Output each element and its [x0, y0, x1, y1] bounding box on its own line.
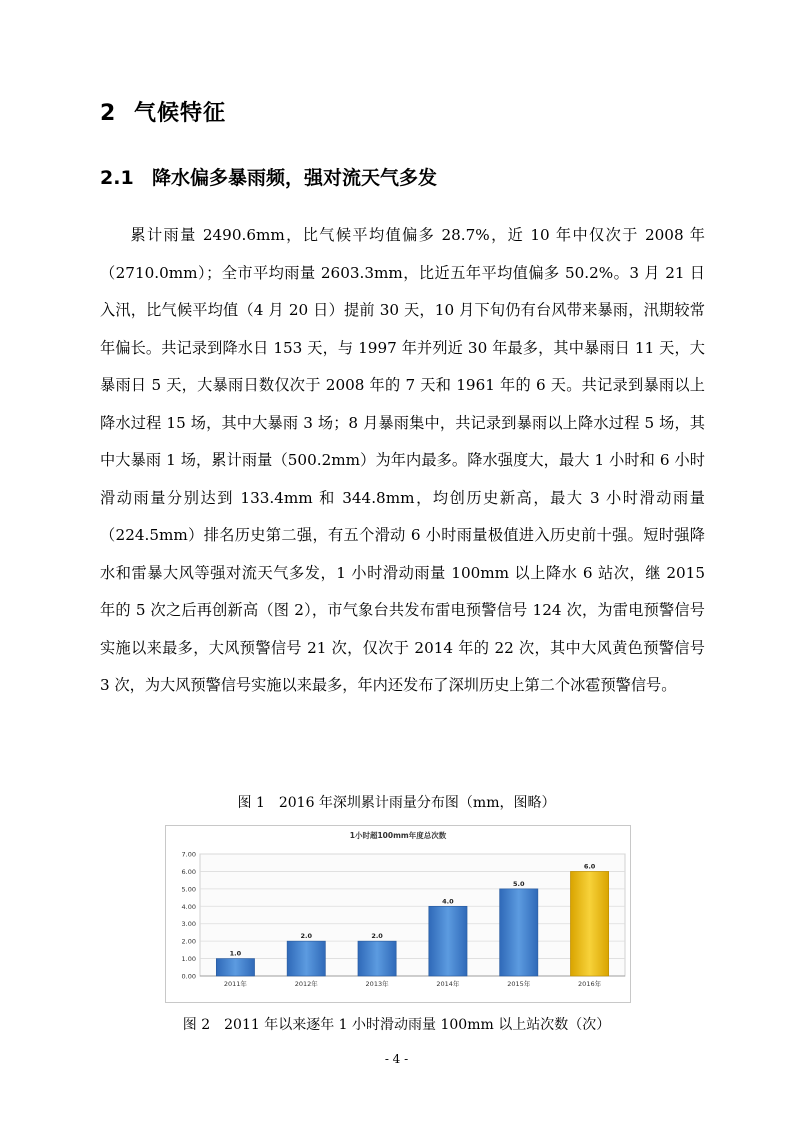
bar-value-label: 4.0: [442, 897, 454, 906]
y-tick-label: 1.00: [181, 955, 196, 964]
x-tick-label: 2013年: [365, 980, 389, 988]
y-tick-label: 4.00: [181, 902, 196, 911]
bar: [429, 906, 467, 976]
bar-chart: [165, 825, 631, 1003]
bar-value-label: 5.0: [512, 879, 525, 888]
body-paragraph: 累计雨量 2490.6mm，比气候平均值偏多 28.7%，近 10 年中仅次于 2008 年（2710.0mm）；全市平均雨量 2603.3mm，比近五年平均值偏多 50.2%。3 月 21 日入汛，比气候平均值（4 月 20 日）提前 30 天，10 月下旬仍有台风带来暴雨，汛期较常年偏长。共记录到降水日 153 天，与 1997 年并列近 30 年最多，其中暴雨日 11 天，大暴雨日 5 天，大暴雨日数仅次于 2008 年的 7 天和 1961 年的 6 天。共记录到暴雨以上降水过程 15 场，其中大暴雨 3 场；8 月暴雨集中，共记录到暴雨以上降水过程 5 场，其中大暴雨 1 场，累计雨量（500.2mm）为年内最多。降水强度大，最大 1 小时和 6 小时滑动雨量分别达到 133.4mm 和 344.8mm，均创历史新高，最大 3 小时滑动雨量（224.5mm）排名历史第二强，有五个滑动 6 小时雨量极值进入历史前十强。短时强降水和雷暴大风等强对流天气多发，1 小时滑动雨量 100mm 以上降水 6 站次，继 2015 年的 5 次之后再创新高（图 2），市气象台共发布雷电预警信号 124 次，为雷电预警信号实施以来最多，大风预警信号 21 次，仅次于 2014 年的 22 次，其中大风黄色预警信号 3 次，为大风预警信号实施以来最多，年内还发布了深圳历史上第二个冰雹预警信号。: [100, 226, 705, 694]
y-tick-label: 5.00: [181, 885, 196, 894]
page-number: - 4 -: [384, 1052, 409, 1066]
y-tick-label: 6.00: [181, 867, 196, 876]
plot-area: [200, 854, 625, 976]
y-tick-label: 3.00: [181, 920, 196, 929]
bar-value-label: 2.0: [371, 932, 383, 941]
section-heading: [100, 96, 226, 127]
y-tick-label: 2.00: [181, 937, 196, 946]
y-tick-label: 7.00: [181, 850, 196, 859]
x-tick-label: 2015年: [507, 980, 531, 988]
figure2-caption: 图 2 2011 年以来逐年 1 小时滑动雨量 100mm 以上站次数（次）: [182, 1017, 611, 1033]
bar: [500, 889, 538, 976]
chart-container: [165, 825, 631, 1003]
figure1-caption: 图 1 2016 年深圳累计雨量分布图（mm，图略）: [237, 795, 556, 811]
bar: [216, 959, 254, 976]
subsection-heading: [100, 163, 437, 190]
chart-title: 1小时超100mm年度总次数: [349, 831, 447, 840]
bar-value-label: 1.0: [229, 949, 242, 958]
bar: [570, 871, 608, 976]
x-tick-label: 2016年: [578, 980, 602, 988]
bar-value-label: 6.0: [583, 862, 596, 871]
section-number: 2: [100, 101, 117, 126]
bar-value-label: 2.0: [300, 932, 313, 941]
subsection-title: 降水偏多暴雨频，强对流天气多发: [152, 167, 438, 189]
bar: [358, 941, 396, 976]
y-tick-label: 0.00: [181, 972, 196, 981]
section-title: 气候特征: [134, 101, 227, 126]
x-tick-label: 2014年: [436, 980, 460, 988]
bar: [287, 941, 325, 976]
subsection-number: 2.1: [100, 167, 134, 189]
x-tick-label: 2011年: [223, 980, 247, 988]
x-tick-label: 2012年: [294, 980, 318, 988]
